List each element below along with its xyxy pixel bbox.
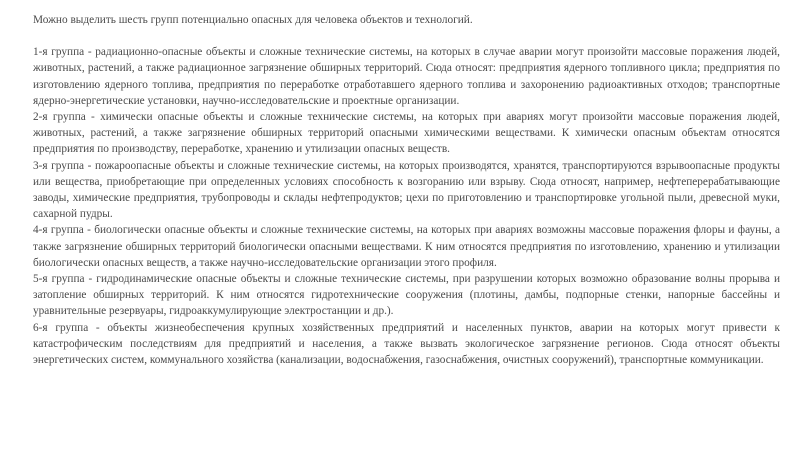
intro-paragraph: Можно выделить шесть групп потенциально опасных для человека объектов и технологий. <box>33 14 473 26</box>
group-1-paragraph: 1-я группа - радиационно-опасные объекты и сложные технические системы, на которых в случае аварии могут произойти массовые поражения людей, животных, растений, а также радиационное загрязнение обширных территорий. Сюда относят: предприятия ядерного топливного цикла; предприятия по изготовлению ядерного топлива, предприятия по переработке отработавшего ядерного топлива и захоронению радиоактивных отходов; транспортные ядерно-энергетические установки, научно-исследовательские и проектные организации. <box>33 46 780 107</box>
group-3-paragraph: 3-я группа - пожароопасные объекты и сложные технические системы, на которых производятся, хранятся, транспортируются взрывоопасные продукты или вещества, приобретающие при определенных условиях способность к возгоранию или взрыву. Сюда относят, например, нефтеперерабатывающие заводы, химические предприятия, трубопроводы и склады нефтепродуктов; цехи по приготовлению и транспортировке угольной пыли, древесной муки, сахарной пудры. <box>33 159 780 221</box>
group-4-paragraph: 4-я группа - биологически опасные объекты и сложные технические системы, на которых при авариях возможны массовые поражения флоры и фауны, а также загрязнение обширных территорий биологически опасными веществами. К ним относятся предприятия по изготовлению, хранению и утилизации биологически опасных веществ, а также научно-исследовательские организации этого профиля. <box>33 224 780 269</box>
group-5-paragraph: 5-я группа - гидродинамические опасные объекты и сложные технические системы, при разрушении которых возможно образование волны прорыва и затопление обширных территорий. К ним относятся гидротехнические сооружения (плотины, дамбы, подпорные стенки, напорные бассейны и уравнительные резервуары, гидроаккумулирующие электростанции и др.). <box>33 273 780 318</box>
text-body <box>33 12 780 368</box>
group-2-paragraph: 2-я группа - химически опасные объекты и сложные технические системы, на которых при авариях могут произойти массовые поражения людей, животных, растений, а также загрязнение обширных территорий опасными химическими веществами. К химически опасным объектам относятся предприятия по производству, переработке, хранению и утилизации опасных веществ. <box>33 111 780 156</box>
group-6-paragraph: 6-я группа - объекты жизнеобеспечения крупных хозяйственных предприятий и населенных пунктов, аварии на которых могут привести к катастрофическим последствиям для предприятий и населения, а также вызвать экологическое загрязнение регионов. Сюда относят объекты энергетических систем, коммунального хозяйства (канализации, водоснабжения, газоснабжения, очистных сооружений), транспортные коммуникации. <box>33 321 780 367</box>
